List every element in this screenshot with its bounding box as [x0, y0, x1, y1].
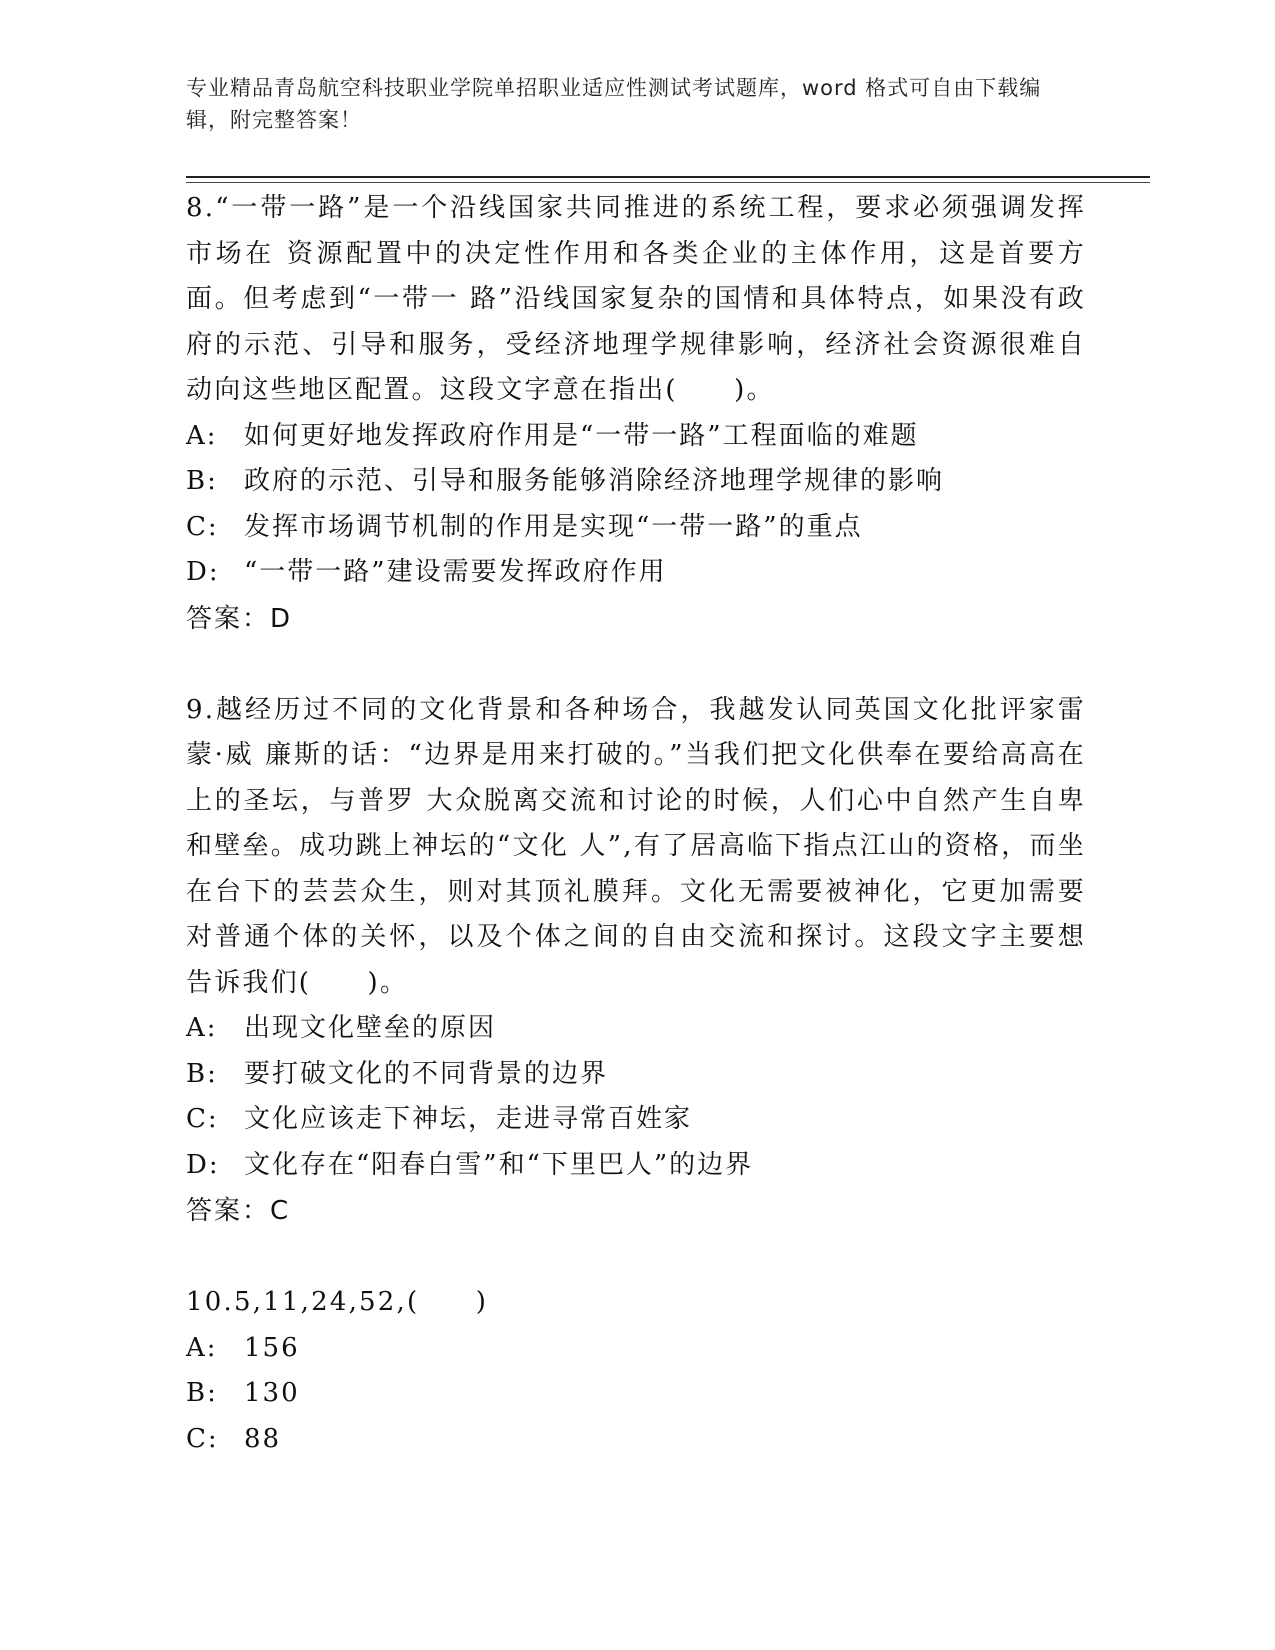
- option-letter: A:: [186, 1332, 218, 1363]
- option-letter: B:: [186, 1058, 218, 1089]
- option-text: 156: [244, 1332, 300, 1363]
- option-letter: A:: [186, 1013, 218, 1043]
- option-letter: A:: [186, 420, 218, 451]
- option-a: [186, 414, 1086, 460]
- option-c: [186, 505, 1086, 551]
- option-a: [186, 1006, 1086, 1052]
- option-text: 出现文化壁垒的原因: [244, 1013, 497, 1043]
- question-stem: 8.“一带一路”是一个沿线国家共同推进的系统工程，要求必须强调发挥市场在 资源配置中的决定性作用和各类企业的主体作用，这是首要方面。但考虑到“一带一 路”沿线国家复杂的国情和具体特点，如果没有政府的示范、引导和服务，受经济地理学规律影响，经济社会资源很难自动向这些地区配置。这段文字意在指出( )。: [186, 193, 1086, 405]
- option-c: [186, 1097, 1086, 1143]
- option-letter: C:: [186, 1423, 219, 1454]
- page-header: 专业精品青岛航空科技职业学院单招职业适应性测试考试题库，word 格式可自由下载编辑，附完整答案！: [186, 76, 1042, 132]
- option-letter: B:: [186, 1378, 218, 1408]
- question-stem: 10.5,11,24,52,( ): [186, 1287, 489, 1317]
- option-b: [186, 1052, 1086, 1098]
- question-8: [186, 186, 1086, 642]
- option-text: 文化存在“阳春白雪”和“下里巴人”的边界: [244, 1149, 754, 1180]
- question-list: [186, 186, 1086, 1462]
- option-a: [186, 1326, 1086, 1372]
- question-9: [186, 688, 1086, 1235]
- option-letter: C:: [186, 511, 219, 542]
- answer-line: 答案：D: [186, 603, 293, 634]
- option-b: [186, 459, 1086, 505]
- option-text: 88: [244, 1423, 282, 1454]
- option-text: 要打破文化的不同背景的边界: [244, 1058, 609, 1089]
- option-text: 发挥市场调节机制的作用是实现“一带一路”的重点: [244, 511, 863, 542]
- option-letter: D:: [186, 1149, 220, 1180]
- answer-line: 答案：C: [186, 1196, 291, 1226]
- option-b: [186, 1371, 1086, 1417]
- question-stem: 9.越经历过不同的文化背景和各种场合，我越发认同英国文化批评家雷蒙·威 廉斯的话：“边界是用来打破的。”当我们把文化供奉在要给高高在上的圣坛，与普罗 大众脱离交流和讨论的时候，人们心中自然产生自卑和壁垒。成功跳上神坛的“文化 人”,有了居高临下指点江山的资格，而坐在台下的芸芸众生，则对其顶礼膜拜。文化无需要被神化，它更加需要对普通个体的关怀，以及个体之间的自由交流和探讨。这段文字主要想告诉我们( )。: [186, 694, 1086, 998]
- option-text: 130: [244, 1378, 300, 1408]
- option-letter: D:: [186, 557, 220, 587]
- option-letter: C:: [186, 1104, 219, 1134]
- option-c: [186, 1417, 1086, 1463]
- option-text: “一带一路”建设需要发挥政府作用: [244, 557, 667, 587]
- option-d: [186, 550, 1086, 596]
- header-divider-thin: [186, 182, 1150, 183]
- option-text: 政府的示范、引导和服务能够消除经济地理学规律的影响: [244, 466, 945, 496]
- header-divider-thick: [186, 176, 1150, 178]
- option-d: [186, 1143, 1086, 1189]
- option-text: 文化应该走下神坛，走进寻常百姓家: [244, 1104, 693, 1134]
- option-text: 如何更好地发挥政府作用是“一带一路”工程面临的难题: [244, 420, 919, 451]
- question-spacer: [186, 1234, 1086, 1280]
- question-10: [186, 1280, 1086, 1462]
- option-letter: B:: [186, 466, 218, 496]
- question-spacer: [186, 642, 1086, 688]
